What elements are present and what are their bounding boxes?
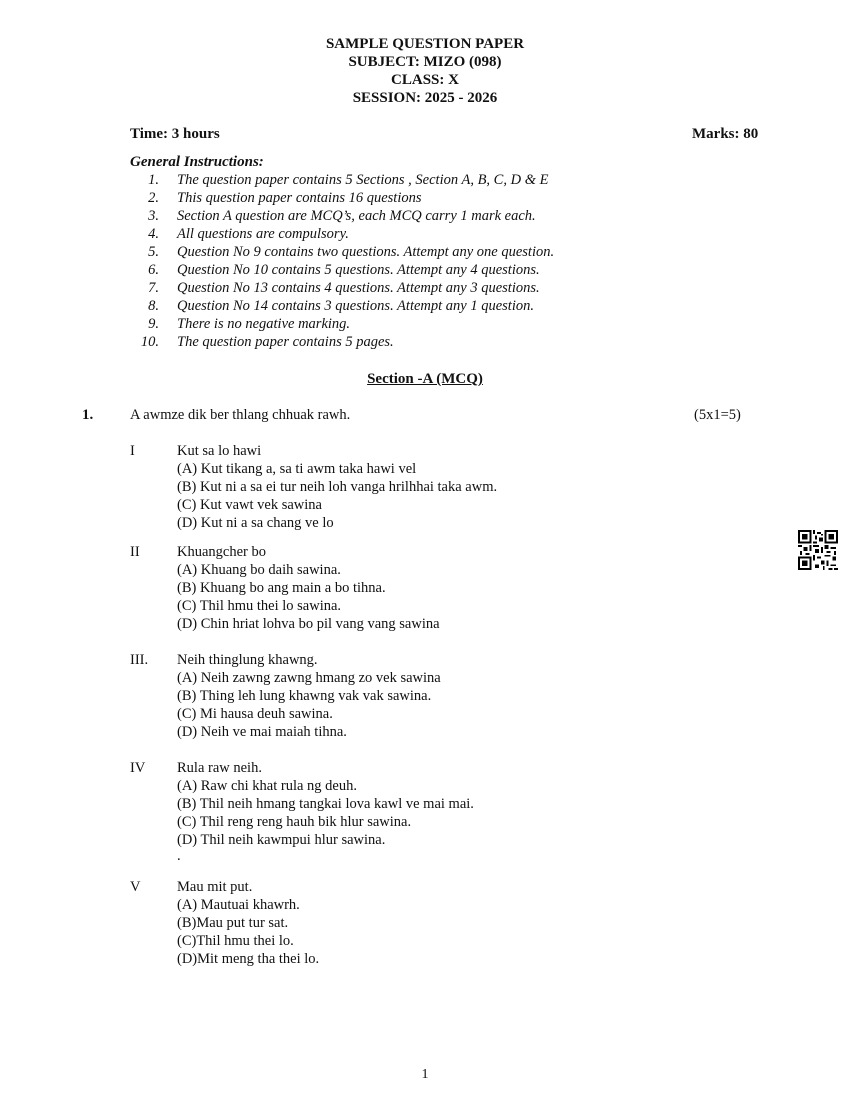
question-text: A awmze dik ber thlang chhuak rawh. [130,407,351,423]
page-number: 1 [421,1067,429,1082]
instruction-number: 8. [148,298,159,314]
instruction-number: 10. [140,334,159,350]
option: (C) Kut vawt vek sawina [177,497,322,513]
instruction-text: Question No 13 contains 4 questions. Attempt any 3 questions. [177,280,540,296]
instruction-number: 9. [148,316,159,332]
instruction-item [130,190,422,207]
class-line: CLASS: X [391,72,459,88]
instruction-item [130,334,394,351]
stray-dot: . [177,848,181,864]
instruction-number: 4. [148,226,159,242]
instruction-text: Question No 14 contains 3 questions. Attempt any 1 question. [177,298,534,314]
part-numeral: II [130,544,140,560]
option: (A) Khuang bo daih sawina. [177,562,341,578]
option: (C)Thil hmu thei lo. [177,933,294,949]
instruction-number: 3. [148,208,159,224]
part-numeral: IV [130,760,146,776]
question-number: 1. [82,407,94,423]
instruction-item [130,298,534,315]
session-line: SESSION: 2025 - 2026 [352,90,498,106]
instruction-item [130,280,540,297]
instruction-item [130,262,540,279]
instruction-text: This question paper contains 16 questions [177,190,422,206]
option: (C) Mi hausa deuh sawina. [177,706,333,722]
instruction-text: Question No 9 contains two questions. Attempt any one question. [177,244,555,260]
option: (D)Mit meng tha thei lo. [177,951,320,967]
part-stem: Rula raw neih. [177,760,262,776]
marks-label: Marks: 80 [692,126,759,142]
option: (A) Neih zawng zawng hmang zo vek sawina [177,670,441,686]
option: (C) Thil hmu thei lo sawina. [177,598,342,614]
question-marks: (5x1=5) [694,407,741,423]
instruction-number: 6. [148,262,159,278]
option: (B) Thing leh lung khawng vak vak sawina. [177,688,432,704]
part-stem: Khuangcher bo [177,544,266,560]
paper-title: SAMPLE QUESTION PAPER [325,36,525,52]
instruction-text: Question No 10 contains 5 questions. Attempt any 4 questions. [177,262,540,278]
part-stem: Kut sa lo hawi [177,443,262,459]
instruction-text: The question paper contains 5 pages. [177,334,394,350]
option: (C) Thil reng reng hauh bik hlur sawina. [177,814,412,830]
option: (B)Mau put tur sat. [177,915,289,931]
part-numeral: III. [130,652,149,668]
instruction-number: 7. [148,280,159,296]
option: (D) Kut ni a sa chang ve lo [177,515,334,531]
option: (D) Neih ve mai maiah tihna. [177,724,347,740]
instruction-text: There is no negative marking. [177,316,351,332]
instruction-text: Section A question are MCQ’s, each MCQ carry 1 mark each. [177,208,536,224]
instruction-item [130,244,554,261]
option: (A) Kut tikang a, sa ti awm taka hawi vel [177,461,417,477]
option: (A) Raw chi khat rula ng deuh. [177,778,357,794]
section-title [0,371,850,388]
option: (A) Mautuai khawrh. [177,897,300,913]
instruction-number: 5. [148,244,159,260]
instruction-item [130,316,350,333]
part-stem: Mau mit put. [177,879,253,895]
instructions-title: General Instructions: [130,154,264,170]
option: (D) Thil neih kawmpui hlur sawina. [177,832,386,848]
subject-line: SUBJECT: MIZO (098) [348,54,502,70]
instruction-number: 2. [148,190,159,206]
time-label: Time: 3 hours [130,126,220,142]
instruction-item [130,226,349,243]
instruction-text: The question paper contains 5 Sections , Section A, B, C, D & E [177,172,549,188]
part-numeral: I [130,443,135,459]
instruction-text: All questions are compulsory. [177,226,349,242]
instruction-item [130,208,536,225]
option: (B) Khuang bo ang main a bo tihna. [177,580,386,596]
instruction-item [130,172,548,189]
section-title-text: Section -A (MCQ) [367,371,483,387]
option: (D) Chin hriat lohva bo pil vang vang sawina [177,616,440,632]
option: (B) Kut ni a sa ei tur neih loh vanga hrilhhai taka awm. [177,479,498,495]
option: (B) Thil neih hmang tangkai lova kawl ve mai mai. [177,796,474,812]
qr-code-icon [798,530,838,570]
part-stem: Neih thinglung khawng. [177,652,318,668]
part-numeral: V [130,879,141,895]
instruction-number: 1. [148,172,159,188]
